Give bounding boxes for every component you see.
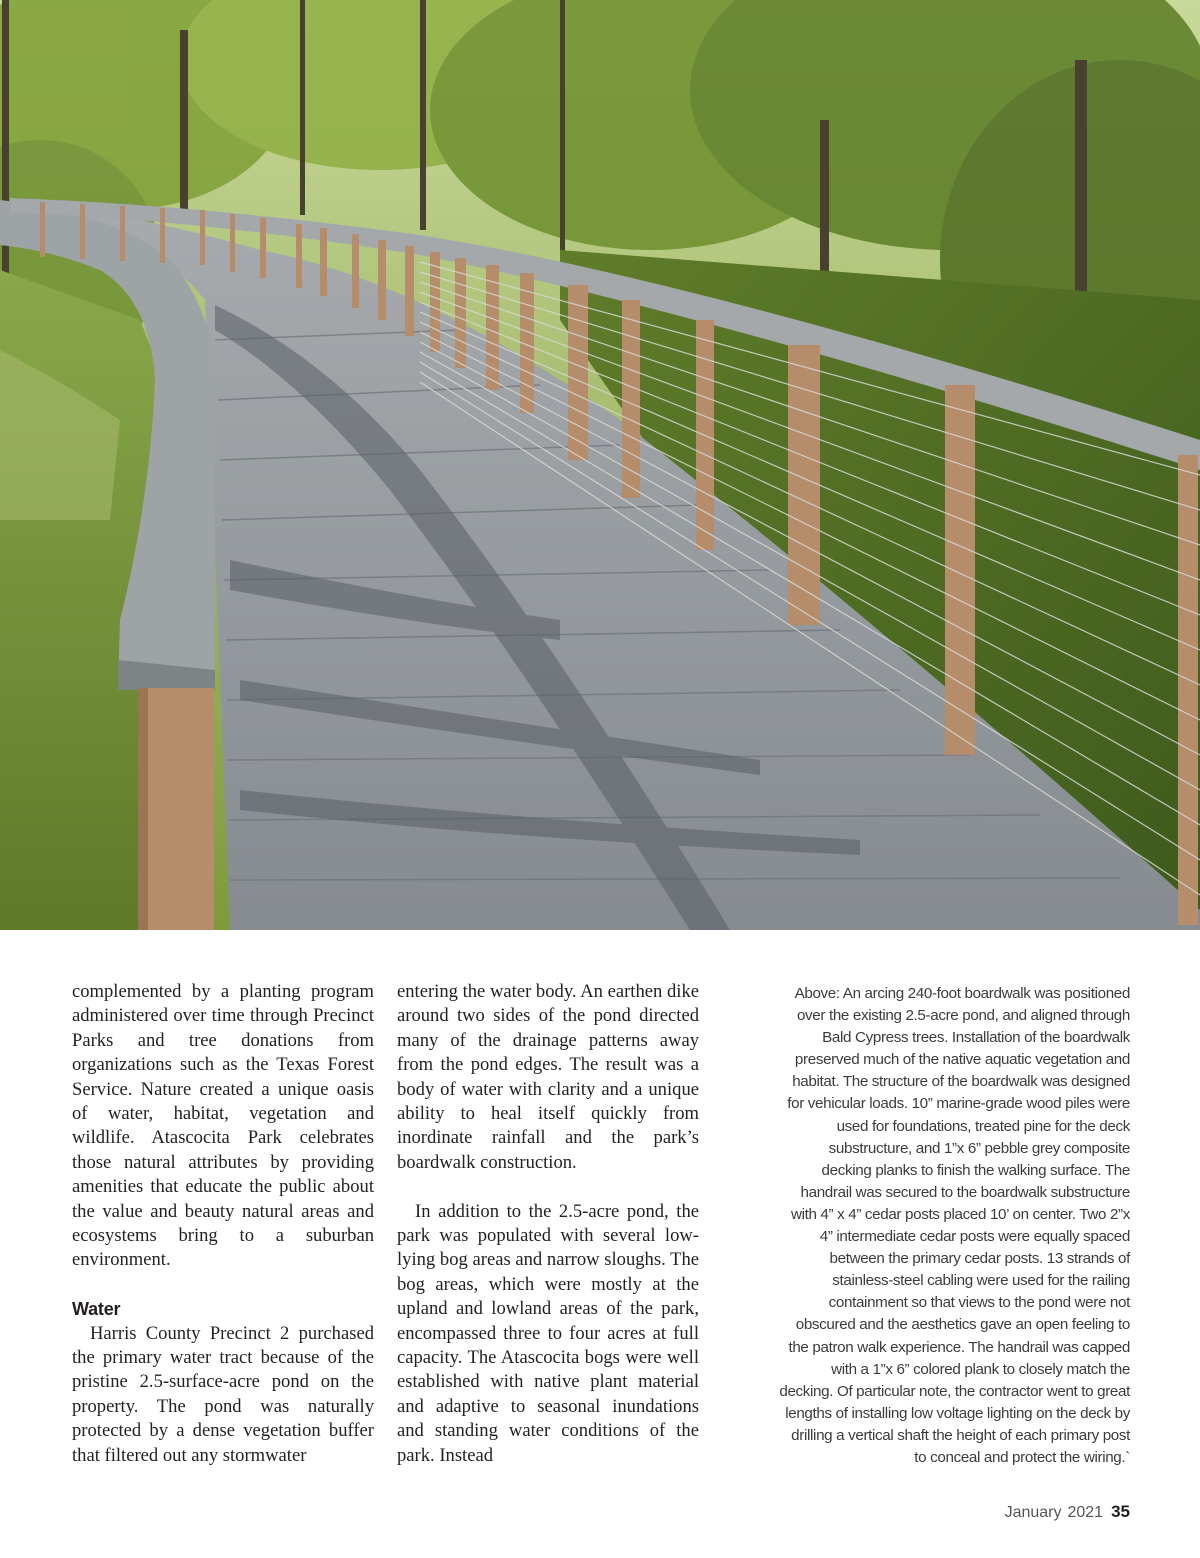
left-corner-post [138,688,214,930]
body-column-2 [397,980,699,1468]
caption-text: Above: An arcing 240-foot boardwalk was positioned over the existing 2.5-acre pond, and aligned through Bald Cypress trees. Installation of the boardwalk preserved much of the native aquatic vegetation and habitat. The structure of the boardwalk was designed for vehicular loads. 10” marine-grade wood piles were used for foundations, treated pine for the deck substructure, and 1”x 6” pebble grey composite decking planks to finish the walking surface. The handrail was secured to the boardwalk substructure with 4” x 4” cedar posts placed 10’ on center. Two 2”x 4” intermediate cedar posts were equally spaced between the primary cedar posts. 13 strands of stainless-steel cabling were used for the railing containment so that views to the pond were not obscured and the aesthetics gave an open feeling to the patron walk experience. The handrail was capped with a 1”x 6” colored plank to closely match the decking. Of particular note, the contractor went to great lengths of installing low voltage lighting on the deck by drilling a vertical shaft the height of each primary post to conceal and protect the wiring.` [779,985,1130,1466]
folio-month: January [1004,1504,1062,1521]
drainage-paragraph: entering the water body. An earthen dike around two sides of the pond directed many of the drainage patterns away from the pond edges. The result was a body of water with clarity and a unique ability to heal itself quickly from inordinate rainfall and the park’s boardwalk construction. [397,981,699,1173]
intro-paragraph: complemented by a planting program administered over time through Precinct Parks and tree donations from organizations such as the Texas Forest Service. Nature created a unique oasis of water, habitat, vegetation and wildlife. Atascocita Park celebrates those natural attributes by providing amenities that educate the public about the value and beauty natural areas and ecosystems bring to a suburban environment. [72,981,374,1271]
body-column-1 [72,980,374,1468]
page-number: 35 [1111,1502,1130,1521]
bog-paragraph: In addition to the 2.5-acre pond, the park was populated with several low-lying bog areas and narrow sloughs. The bog areas, which were mostly at the upland and lowland areas of the park, encompassed three to four acres at full capacity. The Atascocita bogs were well established with native plant material and adaptive to seasonal inundations and standing water conditions of the park. Instead [397,1200,699,1466]
water-paragraph: Harris County Precinct 2 purchased the primary water tract because of the pristine 2.5-surface-acre pond on the property. The pond was naturally protected by a dense vegetation buffer that filtered out any stormwater [72,1322,374,1466]
page-folio [1005,1502,1130,1522]
photo-caption [776,983,1130,1469]
section-heading-water: Water [72,1299,121,1320]
folio-year: 2021 [1067,1504,1104,1521]
